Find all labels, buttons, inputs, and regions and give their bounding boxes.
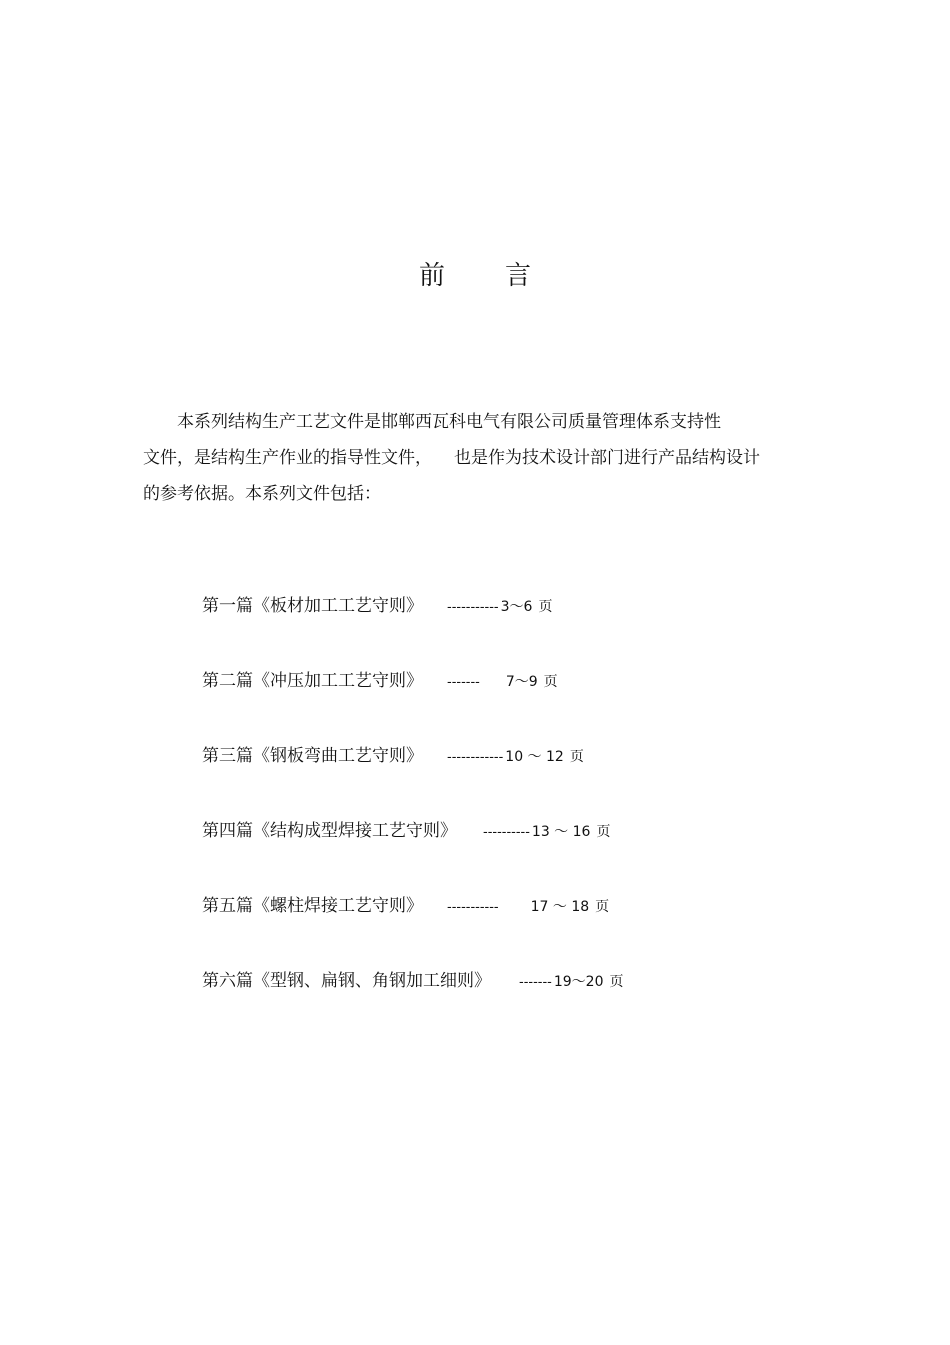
toc-page-unit: 页 [538,599,553,615]
toc-item-name: 第三篇《钢板弯曲工艺守则》 [202,746,423,766]
title-char: 前 [418,261,445,291]
table-of-contents [202,590,802,1040]
toc-page-range: 13 ～ 16 [531,824,591,840]
toc-page-unit: 页 [609,974,624,990]
toc-page-range: 19～20 [553,974,604,990]
toc-page-range: 7～9 [505,674,538,690]
toc-item-name: 第六篇《型钢、扁钢、角钢加工细则》 [202,971,491,991]
toc-page-range: 3～6 [500,599,533,615]
toc-page-unit: 页 [595,899,610,915]
intro-line: 本系列结构生产工艺文件是邯郸西瓦科电气有限公司质量管理体系支持性 [177,412,721,432]
toc-page-range: 17 ～ 18 [530,899,590,915]
toc-leader: ----------- [447,600,499,615]
toc-page-unit: 页 [596,824,611,840]
toc-item-name: 第四篇《结构成型焊接工艺守则》 [202,821,457,841]
intro-line: 的参考依据。本系列文件包括： [143,484,381,504]
toc-leader: ------- [447,675,480,690]
toc-leader: ------- [519,975,552,990]
title-char: 言 [505,261,532,291]
toc-item-6 [202,965,802,1040]
toc-item-name: 第一篇《板材加工工艺守则》 [202,596,423,616]
toc-item-4 [202,815,802,890]
intro-paragraph [143,404,793,512]
toc-page-unit: 页 [569,749,584,765]
toc-item-name: 第二篇《冲压加工工艺守则》 [202,671,423,691]
toc-item-name: 第五篇《螺柱焊接工艺守则》 [202,896,423,916]
toc-item-2 [202,665,802,740]
toc-page-range: 10 ～ 12 [505,749,564,765]
page-title [0,258,950,294]
intro-segment: 文件，是结构生产作业的指导性文件， [143,448,432,468]
toc-item-5 [202,890,802,965]
toc-item-1 [202,590,802,665]
toc-leader: ------------ [447,750,504,765]
toc-leader: ----------- [447,900,499,915]
toc-page-unit: 页 [543,674,558,690]
intro-line [143,440,793,476]
intro-segment: 也是作为技术设计部门进行产品结构设计 [454,448,760,468]
toc-leader: ---------- [483,825,530,840]
toc-item-3 [202,740,802,815]
